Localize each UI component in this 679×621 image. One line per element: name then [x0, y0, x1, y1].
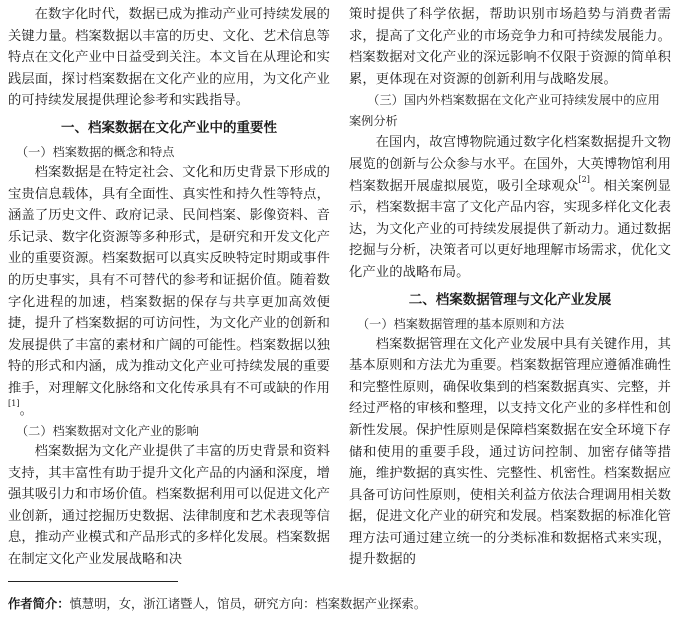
- subsection-3-heading: （三）国内外档案数据在文化产业可持续发展中的应用案例分析: [349, 93, 660, 129]
- subsection-3-paragraph: [349, 132, 671, 283]
- footnote-text: 慎慧明，女，浙江诸暨人，馆员，研究方向：档案数据产业探索。: [69, 597, 427, 611]
- subsection-2-heading: （二）档案数据对文化产业的影响: [16, 424, 199, 439]
- section-2-heading: 二、档案数据管理与文化产业发展: [408, 291, 612, 308]
- subsection-1-heading: （一）档案数据的概念和特点: [16, 144, 175, 159]
- subsection-3-text-b: 。相关案例显示，档案数据丰富了文化产品内容，实现多样化文化表达，为文化产业的可持续发展提供了新动力。通过数据挖掘与分析，决策者可以更好地理解市场需求，优化文化产业的战略布局。: [349, 178, 671, 280]
- right-column: [349, 4, 671, 571]
- subsection-3-text-a: 在国内，故宫博物院通过数字化档案数据提升文物展览的创新与公众参与水平。在国外，大英博物馆利用档案数据开展虚拟展览，吸引全球观众: [349, 135, 671, 194]
- subsection-4-paragraph: 档案数据管理在文化产业发展中具有关键作用，其基本原则和方法尤为重要。档案数据管理应遵循准确性和完整性原则，确保收集到的档案数据真实、完整，并经过严格的审核和整理，以支持文化产业的多样性和创新性发展。保护性原则是保障档案数据在安全环境下存储和使用的重要手段，通过访问控制、加密存储等措施，维护数据的真实性、完整性、机密性。档案数据应具备可访问性原则，使相关利益方依法合理调用相关数据，促进文化产业的研究和发展。档案数据的标准化管理方法可通过建立统一的分类标准和数据格式来实现，提升数据的: [349, 336, 671, 568]
- subsection-1-paragraph: [8, 162, 330, 421]
- continued-paragraph: 策时提供了科学依据，帮助识别市场趋势与消费者需求，提高了文化产业的市场竞争力和可持续发展能力。档案数据对文化产业的深远影响不仅限于资源的简单积累，更体现在对资源的创新利用与战略发展。: [349, 7, 671, 87]
- section-1-heading: 一、档案数据在文化产业中的重要性: [61, 119, 277, 136]
- footnote-label: 作者简介：: [8, 597, 70, 611]
- left-column: [8, 4, 330, 571]
- citation-2: [2]: [578, 174, 591, 184]
- subsection-4-heading: （一）档案数据管理的基本原则和方法: [357, 316, 565, 331]
- citation-1: [1]: [8, 398, 20, 408]
- author-footnote: [8, 595, 668, 613]
- footnote-divider: [8, 581, 178, 582]
- subsection-1-text: 档案数据是在特定社会、文化和历史背景下形成的宝贵信息载体，具有全面性、真实性和持久性等特点，涵盖了历史文件、政府记录、民间档案、影像资料、音乐记录、数字化资源等多种形式，是研究和开发文化产业的重要资源。档案数据可以真实反映特定时期或事件的历史事实，具有不可替代的参考和证据价值。随着数字化进程的加速，档案数据的保存与共享更加高效便捷，提升了档案数据的可访问性，为文化产业的创新和发展提供了丰富的素材和广阔的可能性。档案数据以独特的形式和内涵，成为推动文化产业可持续发展的重要推手，对理解文化脉络和文化传承具有不可或缺的作用: [8, 164, 330, 396]
- subsection-2-paragraph: 档案数据为文化产业提供了丰富的历史背景和资料支持，其丰富性有助于提升文化产品的内涵和深度，增强其吸引力和市场价值。档案数据利用可以促进文化产业创新，通过挖掘历史数据、法律制度和艺术表现等信息，推动产业模式和产品形式的多样化发展。档案数据在制定文化产业发展战略和决: [8, 444, 330, 568]
- subsection-1-end: 。: [19, 402, 34, 418]
- intro-paragraph: 在数字化时代，数据已成为推动产业可持续发展的关键力量。档案数据以丰富的历史、文化、艺术信息等特点在文化产业中日益受到关注。本文旨在从理论和实践层面，探讨档案数据在文化产业的应用，为文化产业的可持续发展提供理论参考和实践指导。: [8, 7, 330, 109]
